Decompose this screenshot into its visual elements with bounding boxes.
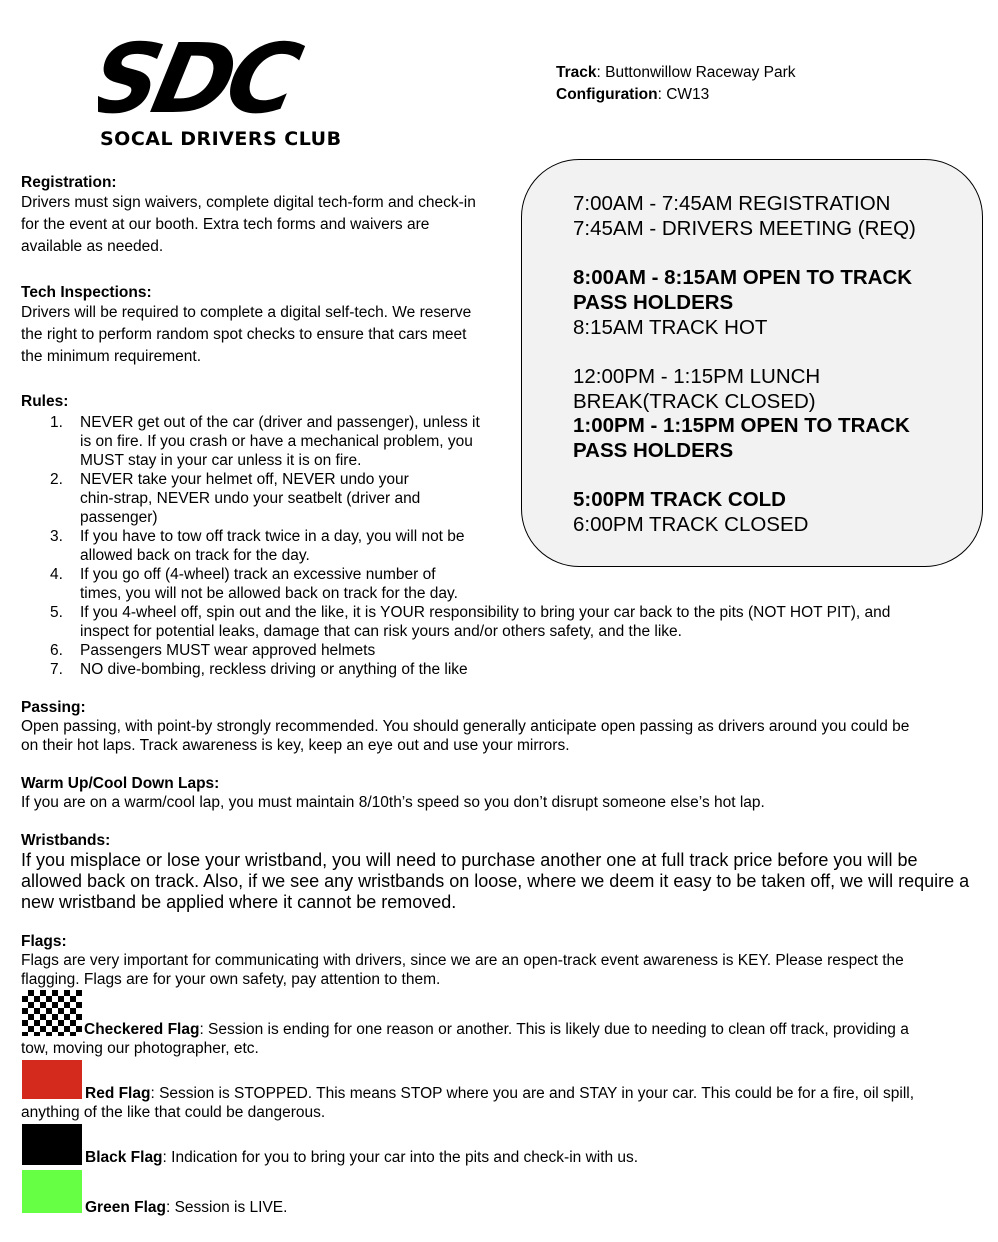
rule-line: If you go off (4-wheel) track an excessive number of (80, 566, 436, 583)
registration-heading: Registration: (21, 174, 117, 191)
rule-line: Passengers MUST wear approved helmets (80, 642, 376, 659)
paragraph-line: If you misplace or lose your wristband, you will need to purchase another one at full track price before you will be (21, 850, 918, 870)
rule-number: 6. (50, 642, 63, 659)
rule-number: 7. (50, 661, 63, 678)
paragraph-line: Flags are very important for communicating with drivers, since we are an open-track event awareness is KEY. Please respect the (21, 952, 904, 969)
rule-number: 2. (50, 471, 63, 488)
paragraph-line: Drivers will be required to complete a digital self-tech. We reserve (21, 304, 472, 321)
flag-desc: : Indication for you to bring your car into the pits and check-in with us. (162, 1149, 639, 1166)
passing-text (21, 717, 909, 755)
schedule-line: 8:00AM - 8:15AM OPEN TO TRACK (573, 266, 913, 289)
logo-mark-text: SDC (98, 22, 306, 135)
rule-number: 4. (50, 566, 63, 583)
rules-heading: Rules: (21, 393, 69, 410)
rule-line: NO dive-bombing, reckless driving or anything of the like (80, 661, 468, 678)
checkered-flag-description-cont: tow, moving our photographer, etc. (21, 1040, 259, 1057)
tech-heading: Tech Inspections: (21, 284, 152, 301)
rule-line: NEVER get out of the car (driver and passenger), unless it (80, 414, 480, 431)
rule-line: inspect for potential leaks, damage that can risk yours and/or others safety, and the like. (80, 623, 682, 640)
track-label: Track (556, 64, 597, 81)
configuration-line (556, 84, 796, 106)
schedule-line: PASS HOLDERS (573, 439, 734, 462)
track-value: : Buttonwillow Raceway Park (596, 64, 796, 81)
schedule-line: BREAK(TRACK CLOSED) (573, 390, 816, 413)
paragraph-line: allowed back on track. Also, if we see any wristbands on loose, where we deem it easy to be taken off, we will require a (21, 871, 970, 891)
wristbands-heading: Wristbands: (21, 832, 111, 849)
paragraph-line: flagging. Flags are for your own safety, pay attention to them. (21, 971, 441, 988)
checkered-flag-description (22, 1020, 909, 1039)
schedule-line: 5:00PM TRACK COLD (573, 488, 786, 511)
paragraph-line: the right to perform random spot checks to ensure that cars meet (21, 325, 467, 343)
rule-line: is on fire. If you crash or have a mechanical problem, you (80, 433, 473, 450)
rule-line: MUST stay in your car unless it is on fire. (80, 452, 362, 469)
schedule-line: 1:00PM - 1:15PM OPEN TO TRACK (573, 414, 910, 437)
rule-line: allowed back on track for the day. (80, 547, 310, 564)
flags-heading: Flags: (21, 933, 67, 950)
schedule-line: PASS HOLDERS (573, 291, 734, 314)
green-flag-description (22, 1198, 287, 1217)
flag-desc: : Session is STOPPED. This means STOP where you are and STAY in your car. This could be for a fire, oil spill, (150, 1085, 915, 1102)
schedule-line: 12:00PM - 1:15PM LUNCH (573, 365, 821, 388)
configuration-label: Configuration (556, 86, 658, 103)
schedule-line: 8:15AM TRACK HOT (573, 316, 768, 339)
schedule-line: 7:00AM - 7:45AM REGISTRATION (573, 192, 891, 215)
red-flag-description (22, 1084, 914, 1103)
rule-line: passenger) (80, 509, 158, 526)
paragraph-line: available as needed. (21, 237, 164, 255)
paragraph-line: for the event at our booth. Extra tech forms and waivers are (21, 215, 430, 233)
schedule-box (521, 159, 983, 567)
registration-text (21, 192, 476, 257)
logo-subtitle: SOCAL DRIVERS CLUB (100, 128, 342, 150)
schedule-line: 7:45AM - DRIVERS MEETING (REQ) (573, 217, 916, 240)
flag-desc: : Session is LIVE. (165, 1199, 288, 1216)
track-line (556, 62, 796, 84)
rule-line: If you have to tow off track twice in a day, you will not be (80, 528, 465, 545)
flag-name: Red Flag (85, 1085, 151, 1102)
flags-text (21, 951, 904, 989)
rule-number: 1. (50, 414, 63, 431)
rule-line: NEVER take your helmet off, NEVER undo your (80, 471, 409, 488)
sdc-logo (98, 22, 348, 157)
passing-heading: Passing: (21, 699, 86, 716)
configuration-value: : CW13 (657, 86, 710, 103)
flag-desc: : Session is ending for one reason or another. This is likely due to needing to clean off track, providing a (199, 1021, 909, 1038)
red-flag-description-cont: anything of the like that could be dangerous. (21, 1104, 326, 1121)
paragraph-line: the minimum requirement. (21, 347, 202, 365)
wristbands-text (21, 850, 969, 913)
paragraph-line: Open passing, with point-by strongly recommended. You should generally anticipate open passing as drivers around you could be (21, 718, 910, 735)
tech-text (21, 302, 471, 367)
flag-name: Green Flag (85, 1199, 166, 1216)
rule-number: 3. (50, 528, 63, 545)
warmup-heading: Warm Up/Cool Down Laps: (21, 775, 220, 792)
track-info (556, 62, 796, 106)
flag-name: Checkered Flag (84, 1021, 200, 1038)
paragraph-line: If you are on a warm/cool lap, you must maintain 8/10th’s speed so you don’t disrupt someone else’s hot lap. (21, 794, 765, 811)
schedule-line: 6:00PM TRACK CLOSED (573, 513, 809, 536)
rule-line: times, you will not be allowed back on track for the day. (80, 585, 458, 602)
paragraph-line: Drivers must sign waivers, complete digital tech-form and check-in (21, 194, 476, 211)
warmup-text (21, 793, 765, 812)
rule-number: 5. (50, 604, 63, 621)
paragraph-line: new wristband be applied where it cannot be removed. (21, 892, 457, 912)
flag-name: Black Flag (85, 1149, 163, 1166)
rule-line: chin-strap, NEVER undo your seatbelt (driver and (80, 490, 421, 507)
paragraph-line: on their hot laps. Track awareness is key, keep an eye out and use your mirrors. (21, 737, 570, 754)
rule-line: If you 4-wheel off, spin out and the like, it is YOUR responsibility to bring your car back to the pits (NOT HOT PIT), and (80, 604, 891, 621)
black-flag-description (22, 1148, 638, 1167)
